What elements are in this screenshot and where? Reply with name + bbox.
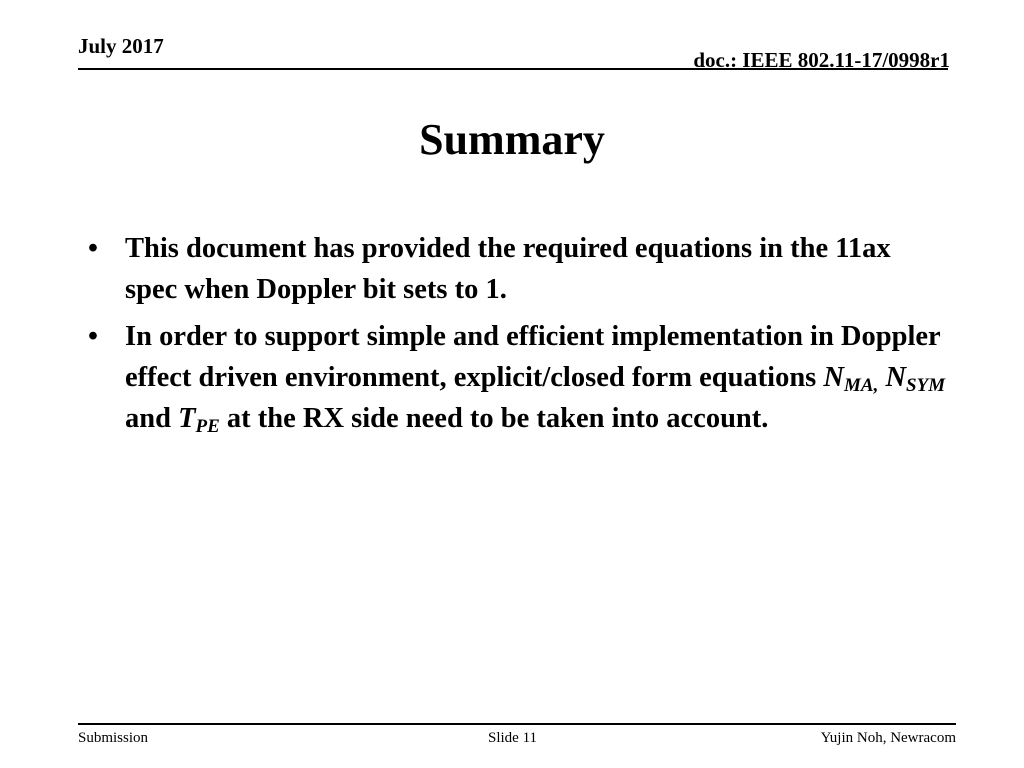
footer-divider xyxy=(78,723,956,725)
symbol-base: T xyxy=(178,403,196,434)
footer-slide-number: Slide 11 xyxy=(488,730,538,746)
slide-content xyxy=(88,228,948,445)
header-divider xyxy=(78,68,948,70)
symbol-n-ma xyxy=(823,362,879,396)
symbol-t-pe xyxy=(178,403,220,437)
bullet-text-part: at the RX side need to be taken into account. xyxy=(219,403,769,434)
symbol-subscript: PE xyxy=(195,416,220,437)
header-date: July 2017 xyxy=(78,34,164,58)
bullet-item-2 xyxy=(88,316,948,439)
bullet-text: This document has provided the required equations in the 11ax spec when Doppler bit sets to 1. xyxy=(125,233,891,305)
bullet-item-1 xyxy=(88,228,948,310)
bullet-icon: • xyxy=(88,233,98,264)
symbol-base: N xyxy=(885,362,907,393)
header-doc-id: doc.: IEEE 802.11-17/0998r1 xyxy=(693,48,950,72)
symbol-base: N xyxy=(823,362,844,393)
footer-submission: Submission xyxy=(78,730,149,746)
symbol-n-sym xyxy=(885,362,946,396)
bullet-text-part: and xyxy=(125,403,179,434)
bullet-text-part: In order to support simple and efficient implementation in Doppler effect driven environment, explicit/closed form equations xyxy=(125,321,941,393)
slide-title: Summary xyxy=(419,115,605,164)
symbol-subscript: SYM xyxy=(906,375,946,396)
bullet-icon: • xyxy=(88,321,98,352)
footer-author: Yujin Noh, Newracom xyxy=(820,730,956,746)
symbol-subscript: MA, xyxy=(844,375,879,396)
